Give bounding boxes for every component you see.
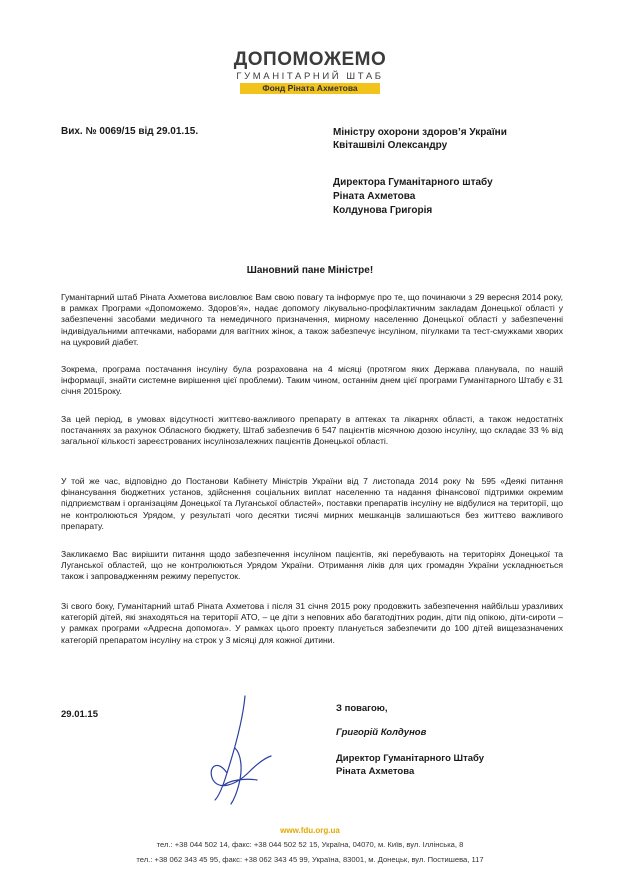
body-paragraph: У той же час, відповідно до Постанови Кабінету Міністрів України від 7 листопада 2014 року № 595 «Деякі питання фінансування бюджетних установ, здійснення соціальних виплат населенню та надання фінансової підтримки окремим підприємствам і організаціям Донецької та Луганської областей», поставки препаратів інсуліну не відбулися на території, що не контролюються Урядом, у результаті чого десятки тисячі мирних мешканців залишаються без життєво важливого препарату. [61, 476, 563, 531]
outgoing-number: Вих. № 0069/15 від 29.01.15. [61, 126, 199, 137]
salutation: Шановний пане Міністре! [246, 265, 374, 276]
body-paragraph: Зі свого боку, Гуманітарний штаб Ріната Ахметова і після 31 січня 2015 року продовжить забезпечення найбільш уразливих категорій дітей, які знаходяться на території АТО, – це діти з неповних або багатодітних родин, діти під опікою, діти-сироти – у рамках програми «Адресна допомога». У рамках цього проекту планується забезпечити до 100 дітей вищезазначених категорій препаратом інсуліну на строк у 3 місяці для кожної дитини. [61, 601, 563, 645]
logo [226, 50, 394, 94]
sender-block [333, 176, 493, 218]
recipient-block [333, 126, 507, 152]
recipient-line: Міністру охорони здоров’я України [333, 127, 507, 138]
footer-website: www.fdu.org.ua [280, 826, 340, 835]
closing-phrase: З повагою, [336, 703, 388, 714]
signer-title-line: Ріната Ахметова [336, 766, 415, 777]
body-paragraph: За цей період, в умовах відсутності життєво-важливого препарату в аптеках та лікарнях області, а також недостатніх постачаннях за рахунок Обласного бюджету, Штаб забезпечив 6 547 пацієнтів місячною дозою інсуліну, що складає 33 % від загальної кількості зареєстрованих інсулінозалежних пацієнтів Донецької області. [61, 414, 563, 447]
signer-name: Григорій Колдунов [336, 727, 427, 738]
recipient-line: Квіташвілі Олександру [333, 140, 448, 151]
logo-subtitle: ГУМАНІТАРНИЙ ШТАБ [236, 71, 384, 82]
letter-date: 29.01.15 [61, 709, 98, 720]
signer-title-line: Директор Гуманітарного Штабу [336, 753, 485, 764]
logo-title: ДОПОМОЖЕМО [233, 49, 387, 70]
body-paragraph: Гуманітарний штаб Ріната Ахметова висловлює Вам свою повагу та інформує про те, що починаючи з 29 вересня 2014 року, в рамках Програми «Допоможемо. Здоров’я», надає допомогу лікувально-профілактичним закладам Донецької області у забезпеченні засобами медичного та немедичного призначення, мирному населенню Донецької області у забезпеченні індивідуальними аптечками, наборами для вагітних жінок, а також забезпечує інсуліном, пігулками та тест-смужками хворих на цукровий діабет. [61, 292, 563, 347]
footer-contact-kyiv: тел.: +38 044 502 14, факс: +38 044 502 52 15, Україна, 04070, м. Київ, вул. Іллінська, 8 [156, 840, 464, 849]
body-paragraph: Закликаємо Вас вирішити питання щодо забезпечення інсуліном пацієнтів, які перебувають на територіях Донецької та Луганської областей, що не контролюються Урядом України. Отримання ліків для цих громадян України ускладнюється також і запровадженням режиму перепусток. [61, 549, 563, 582]
handwritten-signature [205, 688, 275, 808]
logo-foundation-bar: Фонд Ріната Ахметова [240, 83, 380, 94]
signer-title [336, 752, 484, 778]
sender-line: Колдунова Григорія [333, 205, 433, 216]
footer-contact-donetsk: тел.: +38 062 343 45 95, факс: +38 062 343 45 99, Україна, 83001, м. Донецьк, вул. Постишева, 117 [136, 855, 484, 864]
sender-line: Ріната Ахметова [333, 191, 416, 202]
sender-line: Директора Гуманітарного штабу [333, 177, 493, 188]
body-paragraph: Зокрема, програма постачання інсуліну була розрахована на 4 місяці (протягом яких Держава планувала, по нашій інформації, знайти системне вирішення цієї проблеми). Таким чином, останнім днем цієї програми Гуманітарного Штабу є 31 січня 2015року. [61, 364, 563, 397]
